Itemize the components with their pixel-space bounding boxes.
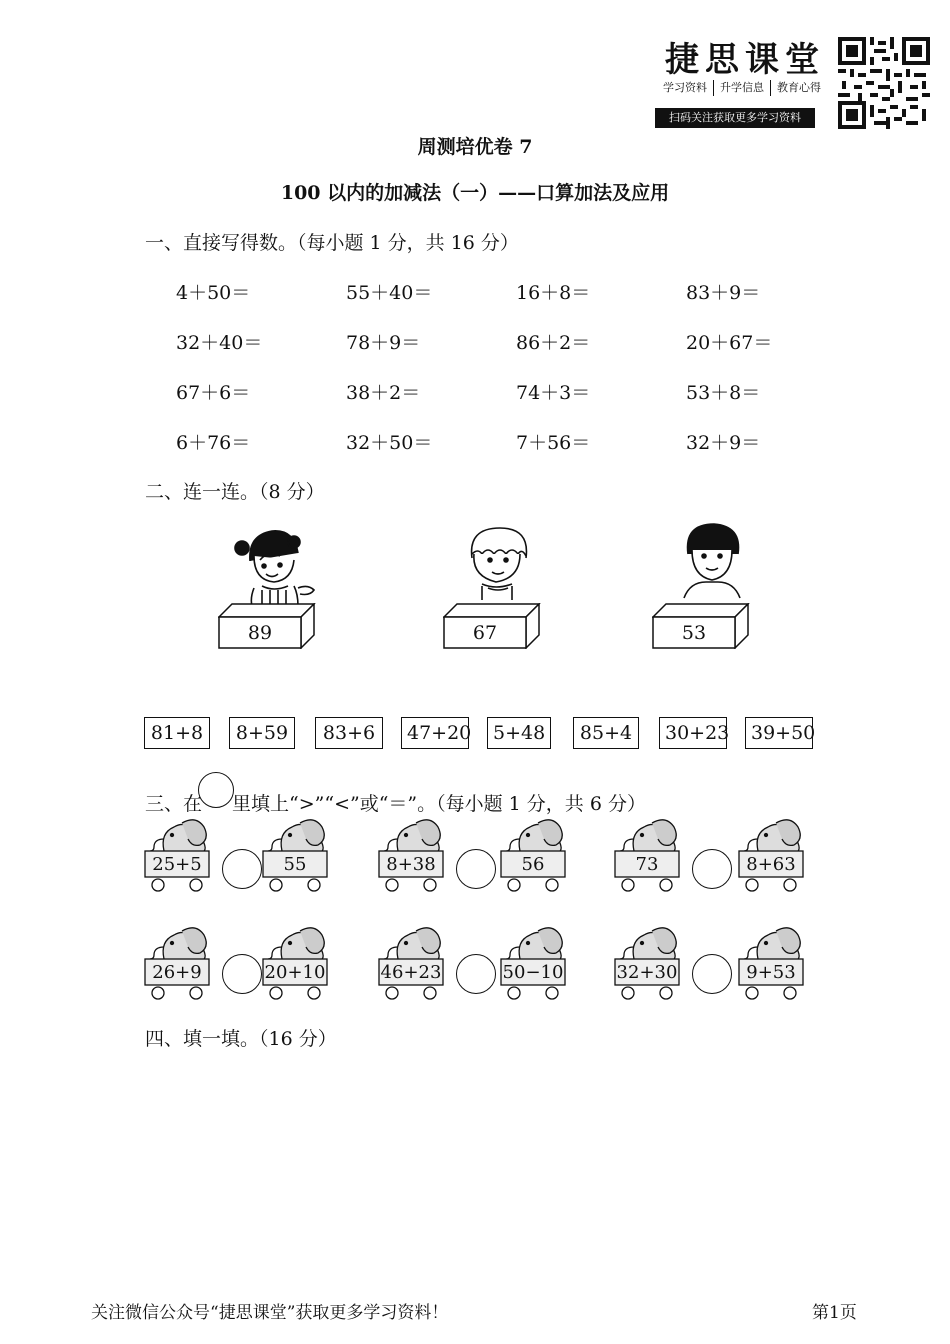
brand-slogan: 扫码关注获取更多学习资料 bbox=[655, 108, 815, 128]
cart-label: 32+30 bbox=[616, 962, 678, 983]
number-box-label: 67 bbox=[472, 622, 498, 644]
page-title: 周测培优卷 7 bbox=[417, 136, 533, 158]
cart-label: 25+5 bbox=[152, 854, 202, 875]
problem-r2-c3: 86＋2＝ bbox=[516, 332, 591, 354]
page-number: 第1页 bbox=[812, 1303, 857, 1323]
cart-label: 50−10 bbox=[502, 962, 564, 983]
row2-cart-2-right bbox=[498, 923, 568, 1001]
cart-label: 73 bbox=[635, 854, 659, 875]
cart-label: 8+63 bbox=[746, 854, 796, 875]
brand-logo: 捷思课堂 bbox=[665, 40, 825, 80]
problem-r4-c4: 32＋9＝ bbox=[686, 432, 761, 454]
girl-illustration bbox=[232, 526, 322, 606]
row1-answer-circle-2[interactable] bbox=[456, 849, 496, 889]
blank-circle-icon bbox=[198, 772, 234, 808]
cart-label: 8+38 bbox=[386, 854, 436, 875]
expression-card-7: 30+23 bbox=[659, 717, 727, 749]
cart-label: 55 bbox=[283, 854, 307, 875]
section4-heading: 四、填一填。（16 分） bbox=[145, 1028, 337, 1050]
row1-cart-2-left bbox=[376, 815, 446, 893]
brand-link-1: 学习资料 bbox=[657, 80, 714, 96]
problem-r4-c1: 6＋76＝ bbox=[176, 432, 251, 454]
section3-heading-prefix: 三、在 bbox=[145, 793, 203, 815]
row2-answer-circle-1[interactable] bbox=[222, 954, 262, 994]
section1-heading: 一、直接写得数。（每小题 1 分，共 16 分） bbox=[145, 232, 519, 254]
expression-card-2: 8+59 bbox=[229, 717, 295, 749]
problem-r1-c3: 16＋8＝ bbox=[516, 282, 591, 304]
number-box-label: 53 bbox=[681, 622, 707, 644]
row1-cart-1-left bbox=[142, 815, 212, 893]
problem-r2-c2: 78＋9＝ bbox=[346, 332, 421, 354]
expression-card-8: 39+50 bbox=[745, 717, 813, 749]
page-subtitle: 100 以内的加减法（一）——口算加法及应用 bbox=[280, 182, 670, 204]
problem-r4-c3: 7＋56＝ bbox=[516, 432, 591, 454]
problem-r1-c2: 55＋40＝ bbox=[346, 282, 433, 304]
cart-label: 9+53 bbox=[746, 962, 796, 983]
row2-cart-2-left bbox=[376, 923, 446, 1001]
row1-cart-1-right bbox=[260, 815, 330, 893]
row1-cart-3-left bbox=[612, 815, 682, 893]
footer-note: 关注微信公众号“捷思课堂”获取更多学习资料！ bbox=[91, 1303, 449, 1323]
brand-links bbox=[657, 80, 827, 96]
expression-card-5: 5+48 bbox=[487, 717, 551, 749]
row2-cart-3-left bbox=[612, 923, 682, 1001]
row1-answer-circle-3[interactable] bbox=[692, 849, 732, 889]
row1-answer-circle-1[interactable] bbox=[222, 849, 262, 889]
problem-r1-c4: 83＋9＝ bbox=[686, 282, 761, 304]
expression-card-6: 85+4 bbox=[573, 717, 639, 749]
qr-code-icon bbox=[838, 37, 930, 129]
row1-cart-2-right bbox=[498, 815, 568, 893]
problem-r4-c2: 32＋50＝ bbox=[346, 432, 433, 454]
row2-cart-1-left bbox=[142, 923, 212, 1001]
row2-answer-circle-2[interactable] bbox=[456, 954, 496, 994]
number-box-1 bbox=[218, 603, 318, 649]
cart-label: 26+9 bbox=[152, 962, 202, 983]
problem-r2-c4: 20＋67＝ bbox=[686, 332, 773, 354]
number-box-label: 89 bbox=[247, 622, 273, 644]
section3-heading-suffix: 里填上“>”“<”或“＝”。（每小题 1 分，共 6 分） bbox=[232, 793, 646, 815]
problem-r3-c1: 67＋6＝ bbox=[176, 382, 251, 404]
section2-heading: 二、连一连。（8 分） bbox=[145, 481, 325, 503]
row2-cart-1-right bbox=[260, 923, 330, 1001]
problem-r2-c1: 32＋40＝ bbox=[176, 332, 263, 354]
cart-label: 20+10 bbox=[264, 962, 326, 983]
brand-link-2: 升学信息 bbox=[714, 80, 771, 96]
boy-illustration-2 bbox=[680, 522, 744, 600]
row2-answer-circle-3[interactable] bbox=[692, 954, 732, 994]
row2-cart-3-right bbox=[736, 923, 806, 1001]
problem-r1-c1: 4＋50＝ bbox=[176, 282, 251, 304]
row1-cart-3-right bbox=[736, 815, 806, 893]
number-box-2 bbox=[443, 603, 543, 649]
boy-illustration-1 bbox=[462, 524, 534, 604]
expression-card-3: 83+6 bbox=[315, 717, 383, 749]
problem-r3-c4: 53＋8＝ bbox=[686, 382, 761, 404]
number-box-3 bbox=[652, 603, 752, 649]
problem-r3-c2: 38＋2＝ bbox=[346, 382, 421, 404]
brand-link-3: 教育心得 bbox=[777, 81, 821, 94]
expression-card-1: 81+8 bbox=[144, 717, 210, 749]
expression-card-4: 47+20 bbox=[401, 717, 469, 749]
problem-r3-c3: 74＋3＝ bbox=[516, 382, 591, 404]
cart-label: 46+23 bbox=[380, 962, 442, 983]
cart-label: 56 bbox=[521, 854, 545, 875]
